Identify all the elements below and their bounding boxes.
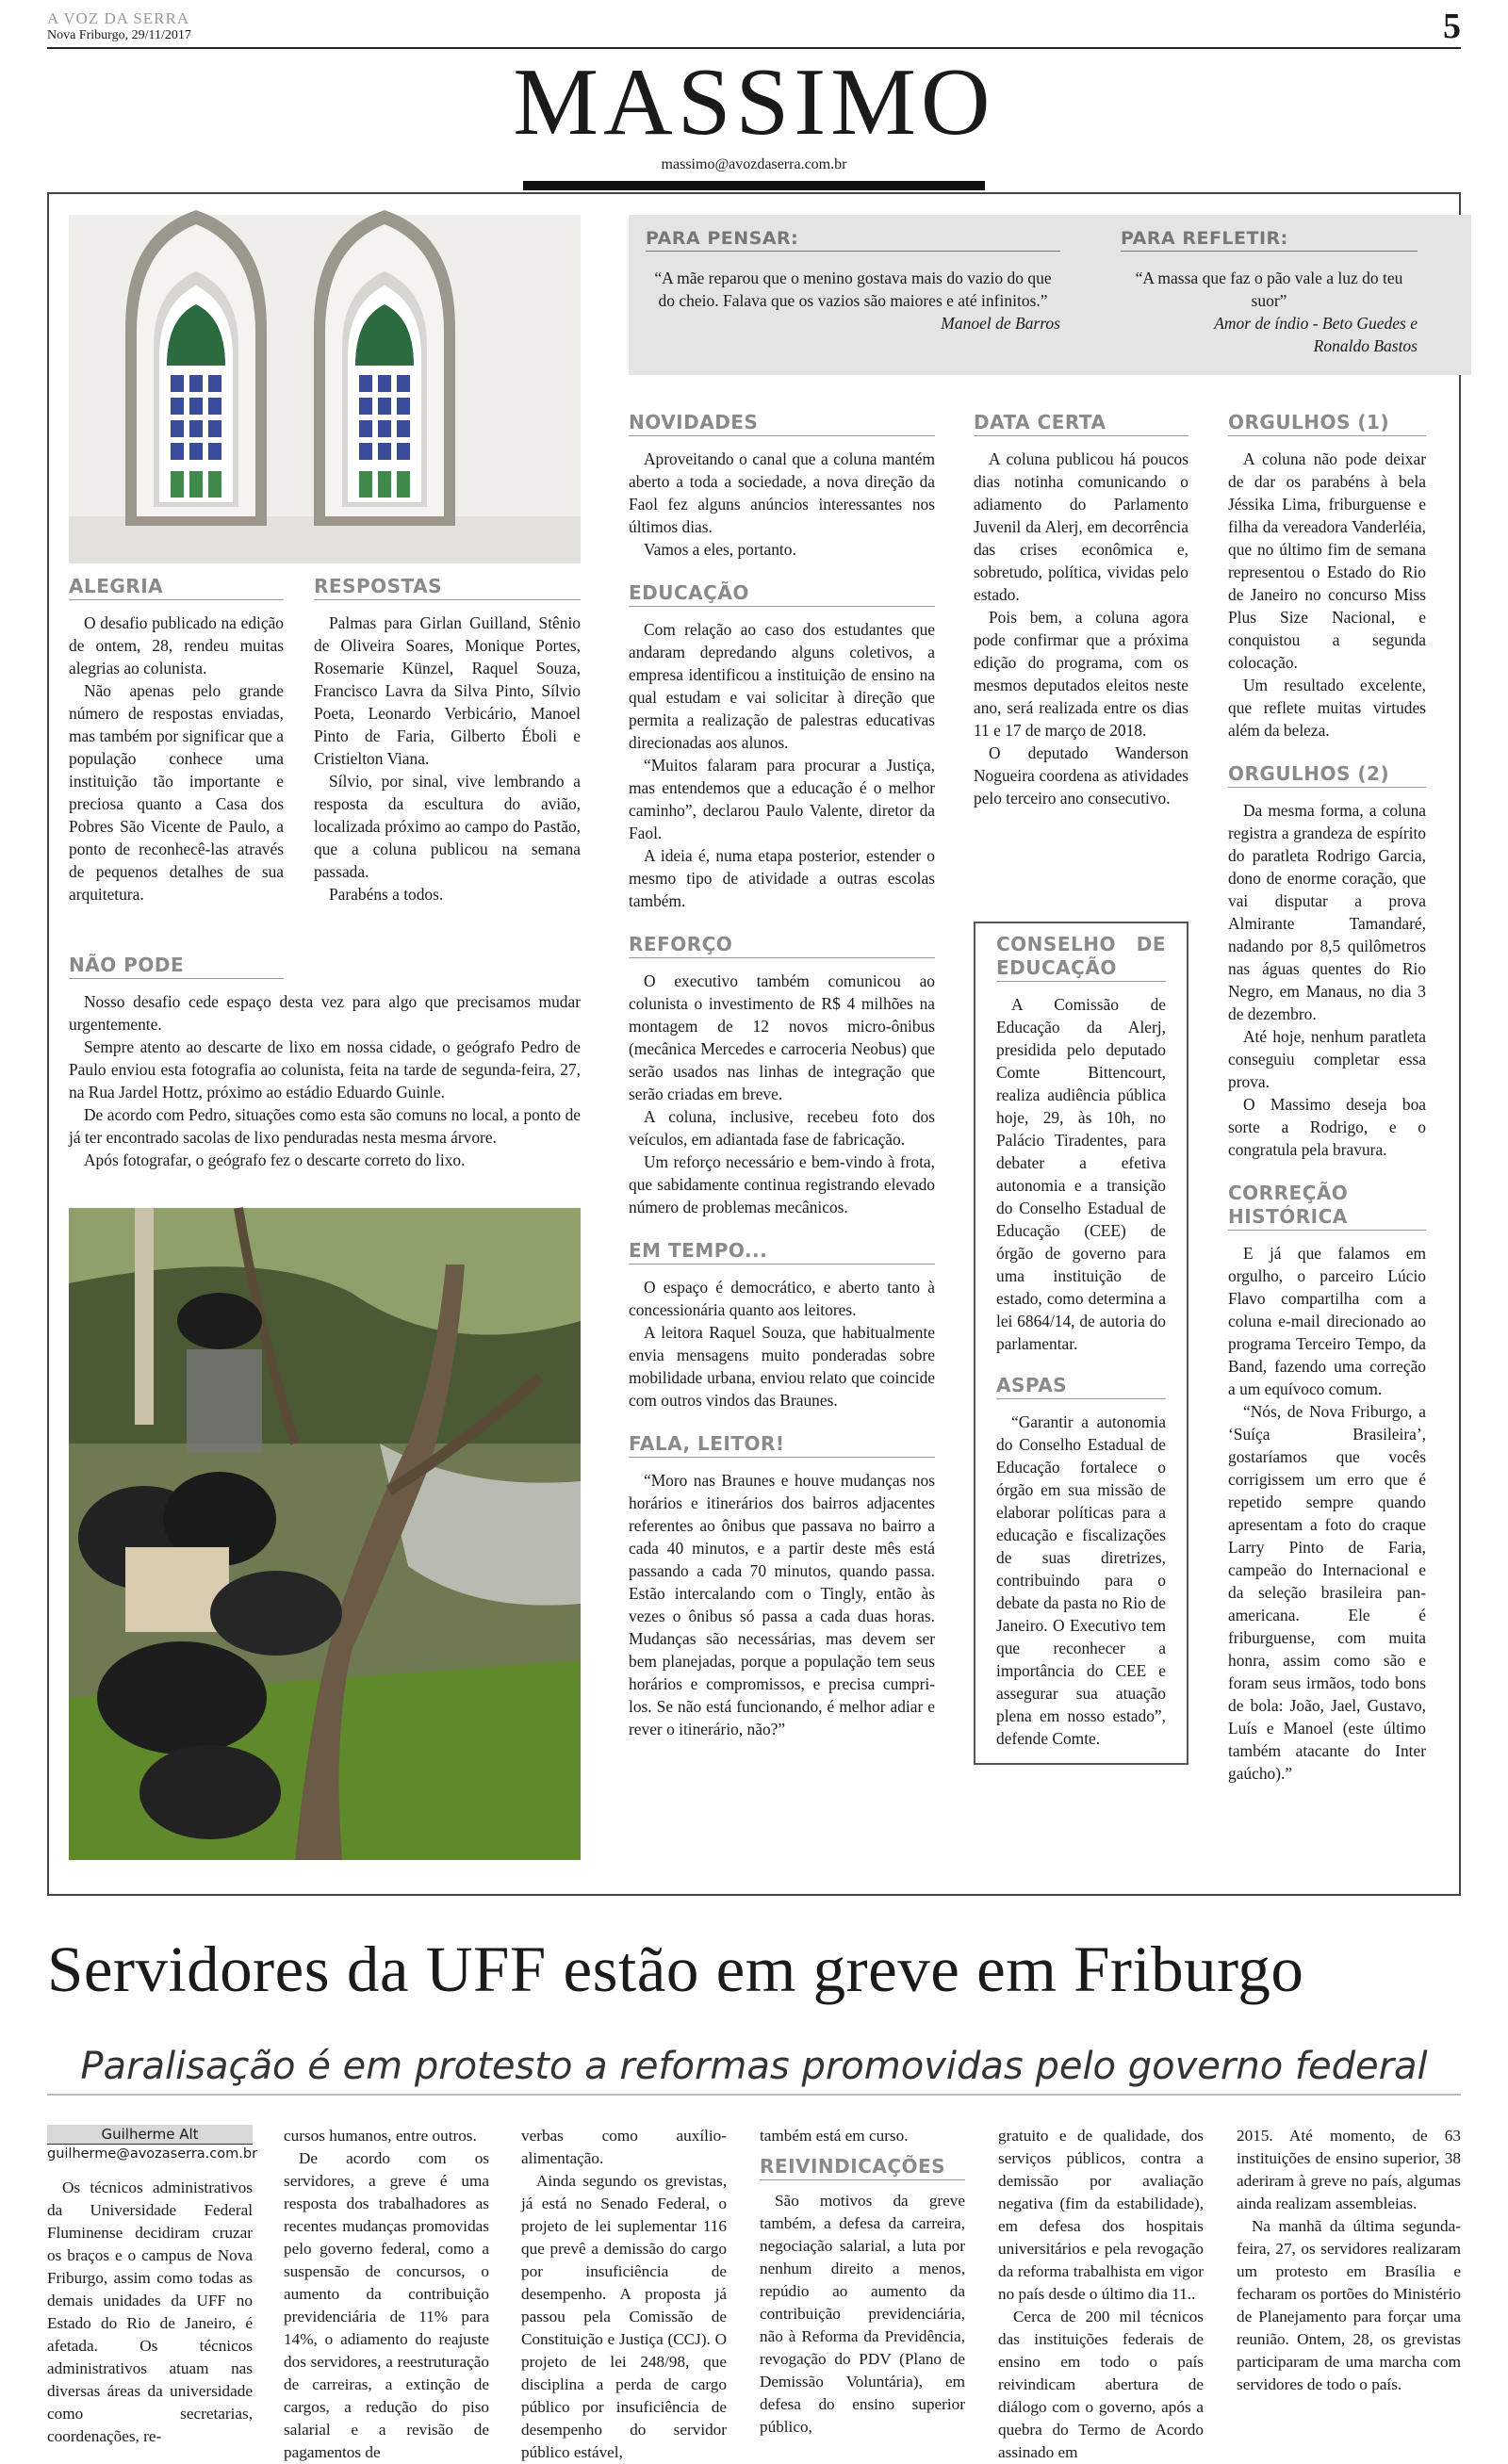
article-deck: Paralisação é em protesto a reformas promovidas pelo governo federal: [80, 2045, 1428, 2088]
article-col-2: [284, 2125, 489, 2461]
para-pensar-title: PARA PENSAR:: [646, 228, 1060, 252]
trash-photo: [69, 1208, 581, 1860]
data-certa-section: [974, 411, 1188, 809]
educacao-title: EDUCAÇÃO: [629, 581, 935, 607]
article-c5a: gratuito e de qualidade, dos serviços públicos, contra a demissão por avaliação negativa (fim da estabilidade), em defesa dos hospitais universitários e pela revogação da reforma trabalhista em vigor no país desde o último dia 11..: [998, 2127, 1204, 2303]
conselho-box: [974, 922, 1188, 1765]
conselho-title: CONSELHO DE EDUCAÇÃO: [996, 933, 1166, 982]
orgulhos1-p1: A coluna não pode deixar de dar os parabéns à bela Jéssika Lima, friburguense e filha da vereadora Vanderléia, que no último fim de semana representou o Estado do Rio de Janeiro no concurso Miss Plus Size Nacional, e conquistou a segunda colocação.: [1228, 449, 1426, 672]
article-c6b: Na manhã da última segunda-feira, 27, os servidores realizaram um protesto em Brasília e fecharam os portões do Ministério de Planejamento para forçar uma reunião. Ontem, 28, os grevistas participaram de uma marcha com servidores de todo o país.: [1237, 2217, 1461, 2393]
nao-pode-p3: De acordo com Pedro, situações como esta são comuns no local, a ponto de já ter encontrado sacolas de lixo penduradas nesta mesma árvore.: [69, 1105, 581, 1147]
orgulhos2-p1: Da mesma forma, a coluna registra a grandeza de espírito do paratleta Rodrigo Garcia, dono de enorme coração, que vai disputar a prova Almirante Tamandaré, nadando por 8,5 quilômetros nas águas quentes do Rio Negro, em Manaus, no dia 3 de dezembro.: [1228, 801, 1426, 1023]
para-refletir-quote: “A massa que faz o pão vale a luz do teu suor”: [1135, 269, 1403, 310]
column-email[interactable]: massimo@avozdaserra.com.br: [661, 156, 847, 172]
nao-pode-p1: Nosso desafio cede espaço desta vez para algo que precisamos mudar urgentemente.: [69, 992, 581, 1034]
correcao-title: CORREÇÃO HISTÓRICA: [1228, 1182, 1426, 1231]
data-certa-p1: A coluna publicou há poucos dias notinha comunicando o adiamento do Parlamento Juvenil da Alerj, em decorrência das crises econômica e, sobretudo, política, vividas pelo estado.: [974, 449, 1188, 604]
reforco-p1: O executivo também comunicou ao colunista o investimento de R$ 4 milhões na montagem de 12 novos micro-ônibus (mecânica Mercedes e carroceria Neobus) que serão usados nas linhas de integração que serão criadas em breve.: [629, 971, 935, 1103]
respostas-p2: Sílvio, por sinal, vive lembrando a resposta da escultura do avião, localizada próximo ao campo do Pastão, que a coluna publicou na semana passada.: [314, 772, 581, 881]
correcao-p2: “Nós, de Nova Friburgo, a ‘Suíça Brasileira’, gostaríamos que vocês corrigissem um erro que é repetido sempre quando apresentam a foto do craque Larry Pinto de Faria, campeão do Internacional e da seleção brasileira pan-americana. Ele é friburguense, com muita honra, assim como são e foram seus irmãos, todo bons de bola: João, Jael, Gustavo, Luís e Manoel (este último também atacante do Inter gaúcho).”: [1228, 1402, 1426, 1783]
em-tempo-p1: O espaço é democrático, e aberto tanto à concessionária quanto aos leitores.: [629, 1278, 935, 1319]
nao-pode-p2: Sempre atento ao descarte de lixo em nossa cidade, o geógrafo Pedro de Paulo enviou esta fotografia ao colunista, feita na tarde de segunda-feira, 27, na Rua Jardel Hottz, próximo ao estádio Eduardo Guinle.: [69, 1037, 581, 1101]
article-col-5: [998, 2125, 1204, 2461]
article-col-1: [47, 2125, 258, 2445]
nao-pode-title: NÃO PODE: [69, 954, 284, 979]
article-c3b: Ainda segundo os grevistas, já está no Senado Federal, o projeto de lei suplementar 116 que prevê a demissão do cargo por insuficiência de desempenho. A proposta já passou pela Comissão de Constituição e Justiça (CCJ). O projeto de lei 248/98, que disciplina a perda de cargo público por insuficiência de desempenho do servidor público estável,: [521, 2172, 727, 2461]
data-certa-title: DATA CERTA: [974, 411, 1188, 436]
para-refletir: [1121, 228, 1418, 357]
article-col-3: [521, 2125, 727, 2461]
nao-pode-section: [69, 954, 581, 1171]
article-c5b: Cerca de 200 mil técnicos das instituições federais de ensino em todo o país reivindicam abertura de diálogo com o governo, após a quebra do Termo de Acordo assinado em: [998, 2308, 1204, 2461]
article-c2a: cursos humanos, entre outros.: [284, 2127, 477, 2145]
article-c4b: São motivos da greve também, a defesa da carreira, negociação salarial, a luta por nenhum direito a menos, repúdio ao aumento da contribuição previdenciária, não à Reforma da Previdência, revogação do PDV (Plano de Demissão Voluntária), em defesa do ensino superior público,: [760, 2192, 965, 2436]
column-logo: MASSIMO: [513, 49, 995, 155]
reforco-p2: A coluna, inclusive, recebeu foto dos veículos, em adiantada fase de fabricação.: [629, 1107, 935, 1149]
article-headline: Servidores da UFF estão em greve em Friburgo: [47, 1934, 1304, 2005]
deck-rule: [47, 2094, 1461, 2096]
aspas-title: ASPAS: [996, 1374, 1166, 1399]
aspas-p1: “Garantir a autonomia do Conselho Estadual de Educação fortalece o órgão em sua missão de elaborar políticas para a educação e fiscalizações de suas diretrizes, contribuindo para o debate da pasta no Rio de Janeiro. O Executivo tem que reconhecer a importância do CEE e assegurar sua atuação plena em nosso estado”, defende Comte.: [996, 1412, 1166, 1748]
para-refletir-title: PARA REFLETIR:: [1121, 228, 1418, 252]
correcao-p1: E já que falamos em orgulho, o parceiro Lúcio Flavo compartilha com a coluna e-mail direcionado ao programa Terceiro Tempo, da Band, fazendo uma correção a um equívoco comum.: [1228, 1244, 1426, 1398]
em-tempo-title: EM TEMPO...: [629, 1239, 935, 1265]
novidades-p2: Vamos a eles, portanto.: [644, 540, 796, 559]
educacao-p1: Com relação ao caso dos estudantes que andaram depredando alguns coletivos, a empresa identificou a instituição de ensino na qual estudam e vai solicitar à direção que permita a realização de palestras educativas direcionadas aos alunos.: [629, 620, 935, 752]
article-c6a: 2015. Até momento, de 63 instituições de ensino superior, 38 aderiram à greve no país, algumas ainda realizam assembleias.: [1237, 2127, 1461, 2212]
orgulhos1-title: ORGULHOS (1): [1228, 411, 1426, 436]
respostas-p3: Parabéns a todos.: [329, 885, 444, 904]
reivindicacoes-title: REIVINDICAÇÕES: [760, 2155, 965, 2180]
page-number: 5: [1443, 7, 1461, 46]
para-refletir-author-2: Ronaldo Bastos: [1313, 336, 1418, 355]
respostas-title: RESPOSTAS: [314, 575, 581, 600]
fala-leitor-title: FALA, LEITOR!: [629, 1432, 935, 1458]
data-certa-p3: O deputado Wanderson Nogueira coordena as atividades pelo terceiro ano consecutivo.: [974, 743, 1188, 808]
respostas-p1: Palmas para Girlan Guilland, Stênio de Oliveira Soares, Monique Portes, Rosemarie Künzel, Raquel Souza, Francisco Lavra da Silva Pinto, Sílvio Poeta, Leonardo Verbicário, Manoel Pinto de Faria, Gilberto Éboli e Cristielton Viana.: [314, 613, 581, 768]
byline-email[interactable]: guilherme@avozaserra.com.br: [47, 2144, 253, 2163]
para-pensar-author: Manoel de Barros: [941, 314, 1060, 333]
novidades-title: NOVIDADES: [629, 411, 935, 436]
orgulhos2-p3: O Massimo deseja boa sorte a Rodrigo, e o congratula pela bravura.: [1228, 1095, 1426, 1159]
orgulhos1-p2: Um resultado excelente, que reflete muitas virtudes além da beleza.: [1228, 676, 1426, 740]
edition-date: Nova Friburgo, 29/11/2017: [47, 28, 191, 42]
byline-name: Guilherme Alt: [47, 2125, 253, 2144]
right-column: [1228, 411, 1426, 1785]
para-pensar: [646, 228, 1060, 335]
article-c1: Os técnicos administrativos da Universidade Federal Fluminense decidiram cruzar os braços e o campus de Nova Friburgo, assim como todas as demais unidades da UFF no Estado do Rio de Janeiro, é afetada. Os técnicos administrativos atuam nas diversas áreas da universidade como secretarias, coordenações, re-: [47, 2178, 253, 2445]
educacao-p2: “Muitos falaram para procurar a Justiça, mas entendemos que a educação é o melhor caminho”, declarou Paulo Valente, diretor da Faol.: [629, 756, 935, 842]
middle-column: [629, 411, 935, 1740]
educacao-p3: A ideia é, numa etapa posterior, estender o mesmo tipo de atividade a outras escolas também.: [629, 846, 935, 910]
quotes-panel: [629, 215, 1471, 375]
respostas-section: [314, 575, 581, 906]
alegria-p1: O desafio publicado na edição de ontem, 28, rendeu muitas alegrias ao colunista.: [69, 613, 284, 677]
window-photo: [69, 215, 581, 563]
newspaper-name: A VOZ DA SERRA: [47, 9, 190, 27]
para-refletir-author: Amor de índio - Beto Guedes e: [1214, 314, 1418, 333]
nao-pode-p4: Após fotografar, o geógrafo fez o descarte correto do lixo.: [84, 1150, 466, 1169]
alegria-section: [69, 575, 284, 906]
alegria-p2: Não apenas pelo grande número de respostas enviadas, mas também por significar que a população conhece uma instituição tão importante e preciosa quanto a Casa dos Pobres São Vicente de Paulo, a ponto de reconhecê-las através de pequenos detalhes de sua arquitetura.: [69, 681, 284, 904]
article-col-6: [1237, 2125, 1461, 2443]
reforco-title: REFORÇO: [629, 933, 935, 958]
para-pensar-quote: “A mãe reparou que o menino gostava mais do vazio do que do cheio. Falava que os vazios são maiores e até infinitos.”: [654, 269, 1052, 310]
em-tempo-p2: A leitora Raquel Souza, que habitualmente envia mensagens muito ponderadas sobre mobilidade urbana, enviou relato que coincide com outros vindos das Braunes.: [629, 1323, 935, 1410]
reforco-p3: Um reforço necessário e bem-vindo à frota, que sabidamente continua registrando elevado número de problemas mecânicos.: [629, 1152, 935, 1216]
article-col-4: [760, 2125, 965, 2443]
data-certa-p2: Pois bem, a coluna agora pode confirmar que a próxima edição do programa, com os mesmos deputados eleitos neste ano, será realizada entre os dias 11 e 17 de março de 2018.: [974, 608, 1188, 740]
alegria-title: ALEGRIA: [69, 575, 284, 600]
novidades-p1: Aproveitando o canal que a coluna mantém aberto a toda a sociedade, a nova direção da Faol fez alguns anúncios interessantes nos últimos dias.: [629, 449, 935, 536]
logo-bar: [523, 181, 985, 190]
article-c3a: verbas como auxílio-alimentação.: [521, 2127, 727, 2167]
fala-leitor-p1: “Moro nas Braunes e houve mudanças nos horários e itinerários dos bairros adjacentes referentes ao ônibus que passava no bairro a cada 40 minutos, e a partir deste mês está passando a cada 70 minutos, quando passa. Estão intercalando com o Tingly, então às vezes o ônibus só passa a cada duas horas. Mudanças são necessárias, mas devem ser bem planejadas, porque a população tem seus horários e compromissos, e precisa cumpri-los. Se não está funcionando, é melhor adiar e rever o itinerário, não?”: [629, 1471, 935, 1738]
orgulhos2-p2: Até hoje, nenhum paratleta conseguiu completar essa prova.: [1228, 1027, 1426, 1091]
article-c2b: De acordo com os servidores, a greve é uma resposta dos trabalhadores as recentes mudanças promovidas pelo governo federal, como a suspensão de concursos, o aumento da contribuição previdenciária de 11% para 14%, o adiamento do reajuste dos servidores, a reestruturação de carreiras, a extinção de cargos, a redução do piso salarial e a revisão de pagamentos de: [284, 2149, 489, 2461]
article-c4a: também está em curso.: [760, 2127, 909, 2145]
conselho-p1: A Comissão de Educação da Alerj, presidida pelo deputado Comte Bittencourt, realiza audiência pública hoje, 29, às 10h, no Palácio Tiradentes, para debater a efetiva autonomia e a transição do Conselho Estadual de Educação (CEE) de órgão de governo para uma instituição de estado, como determina a lei 6864/14, de autoria do parlamentar.: [996, 995, 1166, 1353]
orgulhos2-title: ORGULHOS (2): [1228, 762, 1426, 788]
